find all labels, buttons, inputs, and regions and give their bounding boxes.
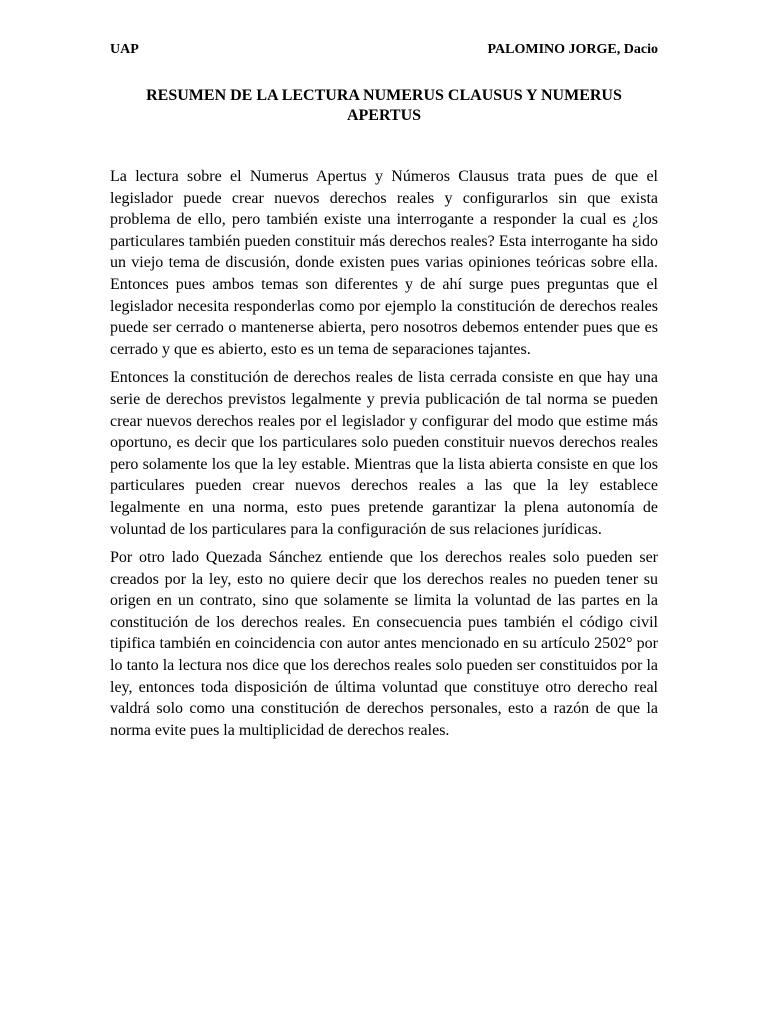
- document-title: RESUMEN DE LA LECTURA NUMERUS CLAUSUS Y NUMERUS APERTUS: [146, 87, 622, 124]
- document-body: [110, 166, 658, 748]
- header-author: PALOMINO JORGE, Dacio: [487, 42, 658, 57]
- paragraph-3: Por otro lado Quezada Sánchez entiende que los derechos reales solo pueden ser creados por la ley, esto no quiere decir que los derechos reales no pueden tener su origen en un contrato, sino que solamente se limita la voluntad de las partes en la constitución de los derechos reales. En consecuencia pues también el código civil tipifica también en coincidencia con autor antes mencionado en su artículo 2502° por lo tanto la lectura nos dice que los derechos reales solo pueden ser constituidos por la ley, entonces toda disposición de última voluntad que constituye otro derecho real valdrá solo como una constitución de derechos personales, esto a razón de que la norma evite pues la multiplicidad de derechos reales.: [110, 549, 658, 739]
- paragraph-2: Entonces la constitución de derechos reales de lista cerrada consiste en que hay una serie de derechos previstos legalmente y previa publicación de tal norma se pueden crear nuevos derechos reales por el legislador y configurar del modo que estime más oportuno, es decir que los particulares solo pueden constituir nuevos derechos reales pero solamente los que la ley estable. Mientras que la lista abierta consiste en que los particulares pueden crear nuevos derechos reales a las que la ley establece legalmente en una norma, esto pues pretende garantizar la plena autonomía de voluntad de los particulares para la configuración de sus relaciones jurídicas.: [110, 369, 658, 538]
- page-header: [110, 42, 658, 62]
- paragraph-1: La lectura sobre el Numerus Apertus y Números Clausus trata pues de que el legislador puede crear nuevos derechos reales y configurarlos sin que exista problema de ello, pero también existe una interrogante a responder la cual es ¿los particulares también pueden constituir más derechos reales? Esta interrogante ha sido un viejo tema de discusión, donde existen pues varias opiniones teóricas sobre ella. Entonces pues ambos temas son diferentes y de ahí surge pues preguntas que el legislador necesita responderlas como por ejemplo la constitución de derechos reales puede ser cerrado o mantenerse abierta, pero nosotros debemos entender pues que es cerrado y que es abierto, esto es un tema de separaciones tajantes.: [110, 168, 658, 358]
- header-institution: UAP: [110, 42, 139, 57]
